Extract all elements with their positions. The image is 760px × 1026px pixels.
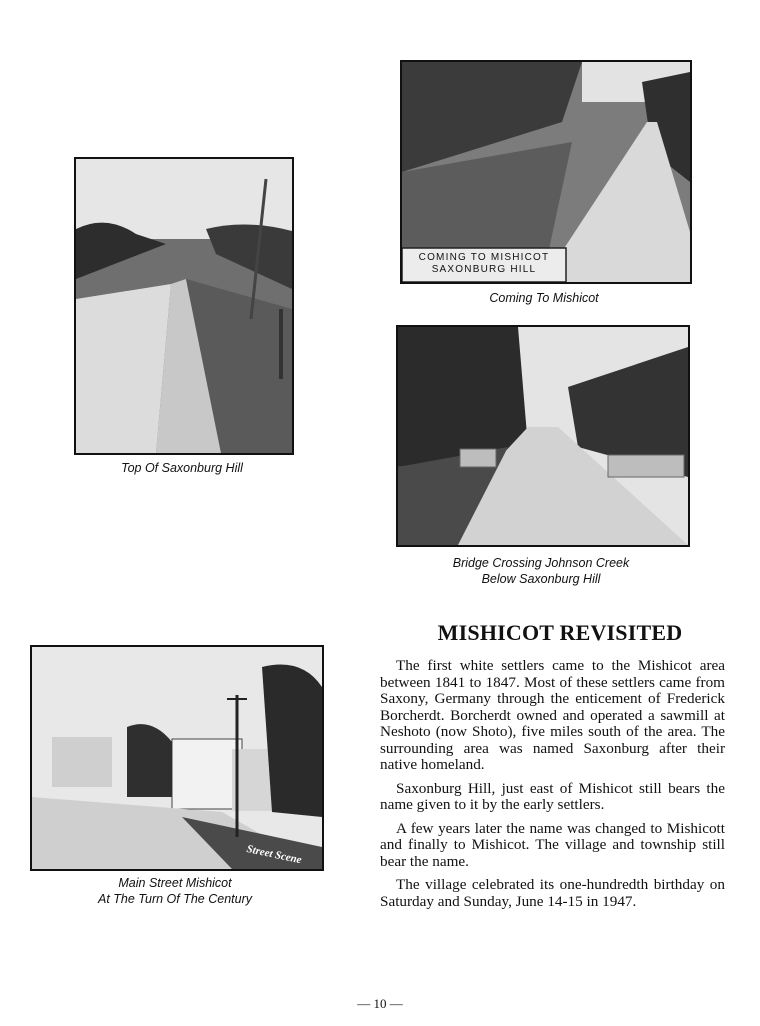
sign-coming-to-mishicot (408, 252, 560, 276)
article-paragraph: The village celebrated its one-hundredth birthday on Saturday and Sunday, June 14-15 in 1947. (380, 876, 725, 910)
article-title: MISHICOT REVISITED (437, 620, 683, 645)
photo-bridge-image (398, 327, 688, 545)
caption-coming-to-mishicot: Coming To Mishicot (489, 291, 599, 305)
article-paragraph: The first white settlers came to the Mishicot area between 1841 to 1847. Most of these settlers came from Saxony, Germany through the enticement of Frederick Borcherdt. Borcherdt owned and operated a sawmill at Neshoto (now Shoto), five miles south of the area. The surrounding area was named Saxonburg after their native homeland. (380, 657, 725, 773)
street-scene-label: Street Scene (245, 843, 303, 867)
photo-top-of-saxonburg-hill (74, 157, 294, 455)
article-body (380, 658, 725, 917)
photo-coming-to-image (402, 62, 690, 282)
photo-bridge-johnson-creek (396, 325, 690, 547)
sign-line-1: COMING TO MISHICOT (418, 252, 550, 263)
article-paragraph: Saxonburg Hill, just east of Mishicot still bears the name given to it by the early settlers. (380, 779, 725, 813)
sign-line-2: SAXONBURG HILL (431, 264, 537, 275)
caption-top-of-saxonburg-hill: Top Of Saxonburg Hill (121, 461, 243, 475)
photo-main-street-mishicot (30, 645, 324, 871)
page-number: — 10 — (357, 996, 403, 1011)
photo-coming-to-mishicot (400, 60, 692, 284)
photo-top-of-hill-image (76, 159, 292, 453)
photo-main-street-image (32, 647, 322, 869)
caption-bridge-johnson-creek: Bridge Crossing Johnson Creek Below Saxonburg Hill (452, 556, 630, 586)
caption-main-street-mishicot: Main Street Mishicot At The Turn Of The Century (98, 876, 252, 906)
article-paragraph: A few years later the name was changed to Mishicott and finally to Mishicot. The village and township still bear the name. (380, 819, 725, 870)
